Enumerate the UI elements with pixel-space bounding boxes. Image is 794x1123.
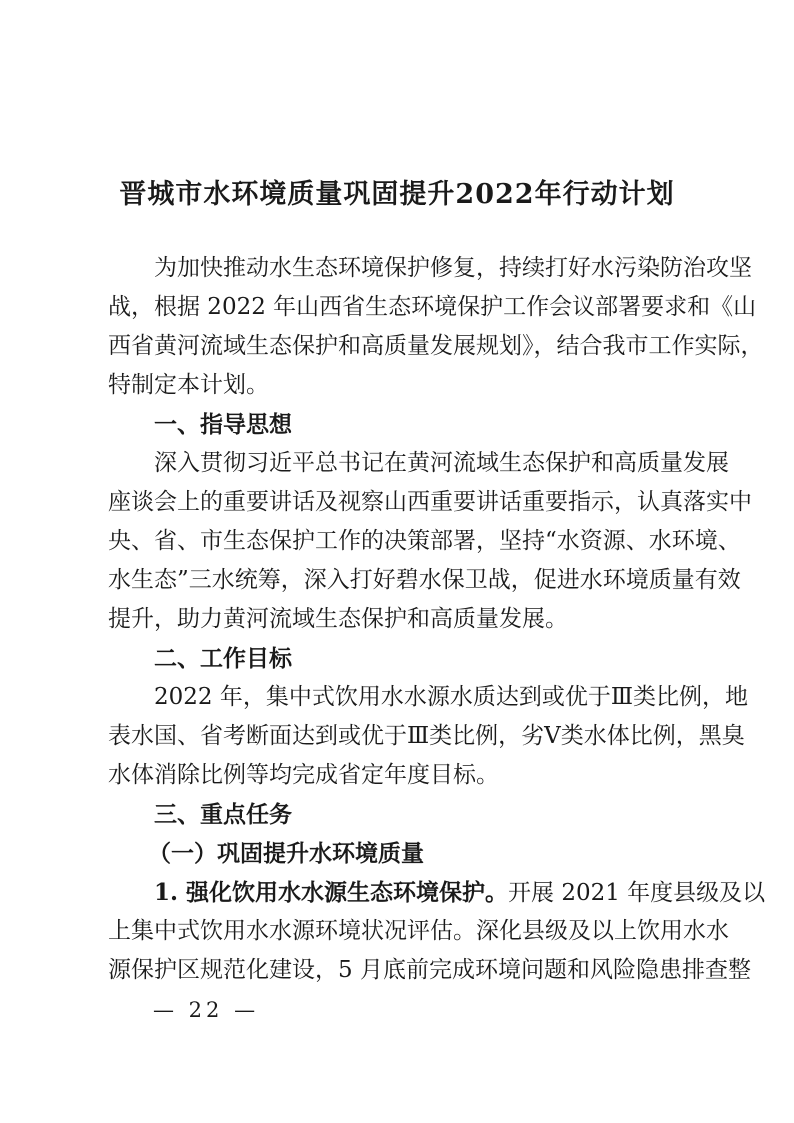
paragraph-line: 源保护区规范化建设，5 月底前完成环境问题和风险隐患排查整 (108, 957, 751, 983)
document-body (108, 249, 766, 990)
section-heading: 一、指导思想 (154, 411, 292, 438)
paragraph-line: 表水国、省考断面达到或优于Ⅲ类比例，劣Ⅴ类水体比例，黑臭 (108, 723, 745, 749)
item-text: 开展 2021 年度县级及以 (508, 880, 766, 906)
section-heading: 三、重点任务 (154, 801, 292, 828)
paragraph-line: 座谈会上的重要讲话及视察山西重要讲话重要指示，认真落实中 (108, 489, 752, 515)
paragraph-line: 深入贯彻习近平总书记在黄河流域生态保护和高质量发展 (154, 450, 729, 476)
paragraph-line: 上集中式饮用水水源环境状况评估。深化县级及以上饮用水水 (108, 918, 729, 944)
paragraph-line: 提升，助力黄河流域生态保护和高质量发展。 (108, 606, 568, 632)
paragraph-line: 战，根据 2022 年山西省生态环境保护工作会议部署要求和《山 (108, 294, 757, 320)
paragraph-line: 2022 年，集中式饮用水水源水质达到或优于Ⅲ类比例，地 (154, 684, 749, 710)
page-number: — 22 — (153, 998, 260, 1022)
paragraph-line: 央、省、市生态保护工作的决策部署，坚持“水资源、水环境、 (108, 528, 741, 554)
paragraph-line: 西省黄河流域生态保护和高质量发展规划》，结合我市工作实际， (108, 333, 764, 359)
section-heading: 二、工作目标 (154, 645, 292, 672)
paragraph-line (108, 873, 766, 912)
paragraph-line: 特制定本计划。 (108, 372, 269, 398)
subsection-heading: （一）巩固提升水环境质量 (148, 840, 424, 867)
item-title: 1. 强化饮用水水源生态环境保护。 (154, 879, 509, 906)
document-title: 晋城市水环境质量巩固提升2022年行动计划 (119, 179, 675, 210)
paragraph-line: 水体消除比例等均完成省定年度目标。 (108, 762, 499, 788)
paragraph-line: 水生态”三水统筹，深入打好碧水保卫战，促进水环境质量有效 (108, 567, 741, 593)
paragraph-line: 为加快推动水生态环境保护修复，持续打好水污染防治攻坚 (154, 255, 752, 281)
